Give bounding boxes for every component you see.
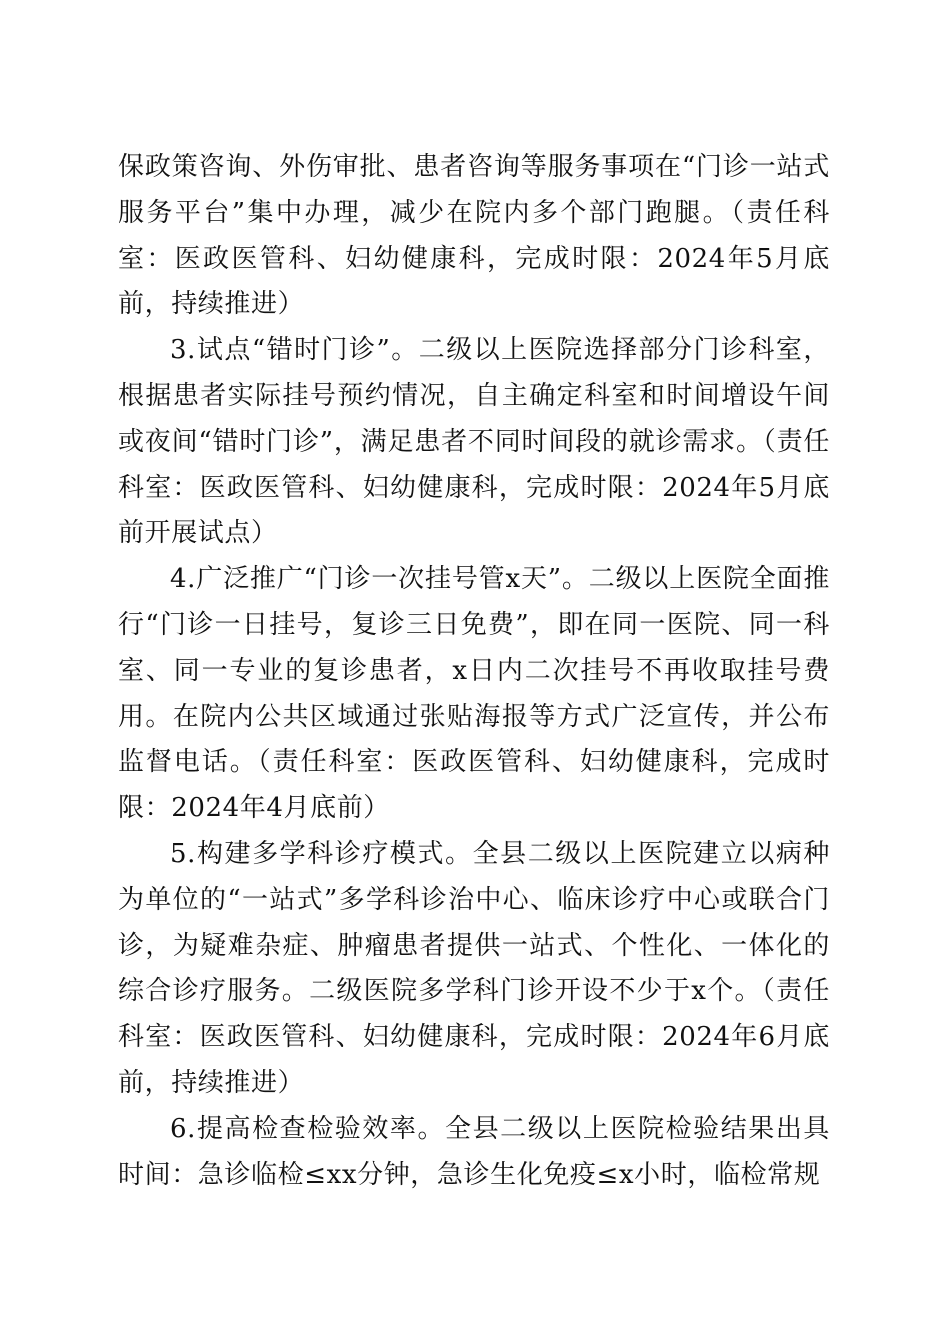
- document-page: [118, 145, 830, 1198]
- paragraph-item-3: 3.试点“错时门诊”。二级以上医院选择部分门诊科室，根据患者实际挂号预约情况，自主确定科室和时间增设午间或夜间“错时门诊”，满足患者不同时间段的就诊需求。（责任科室：医政医管科、妇幼健康科，完成时限：2024年5月底前开展试点）: [118, 335, 830, 549]
- paragraph-item-4: 4.广泛推广“门诊一次挂号管x天”。二级以上医院全面推行“门诊一日挂号，复诊三日免费”，即在同一医院、同一科室、同一专业的复诊患者，x日内二次挂号不再收取挂号费用。在院内公共区域通过张贴海报等方式广泛宣传，并公布监督电话。（责任科室：医政医管科、妇幼健康科，完成时限：2024年4月底前）: [118, 564, 830, 824]
- paragraph-item-6: 6.提高检查检验效率。全县二级以上医院检验结果出具时间：急诊临检≤xx分钟，急诊生化免疫≤x小时，临检常规: [118, 1113, 830, 1190]
- paragraph-item-5: 5.构建多学科诊疗模式。全县二级以上医院建立以病种为单位的“一站式”多学科诊治中心、临床诊疗中心或联合门诊，为疑难杂症、肿瘤患者提供一站式、个性化、一体化的综合诊疗服务。二级医院多学科门诊开设不少于x个。（责任科室：医政医管科、妇幼健康科，完成时限：2024年6月底前，持续推进）: [118, 838, 830, 1098]
- paragraph-continuation: 保政策咨询、外伤审批、患者咨询等服务事项在“门诊一站式服务平台”集中办理，减少在院内多个部门跑腿。（责任科室：医政医管科、妇幼健康科，完成时限：2024年5月底前，持续推进）: [118, 152, 830, 320]
